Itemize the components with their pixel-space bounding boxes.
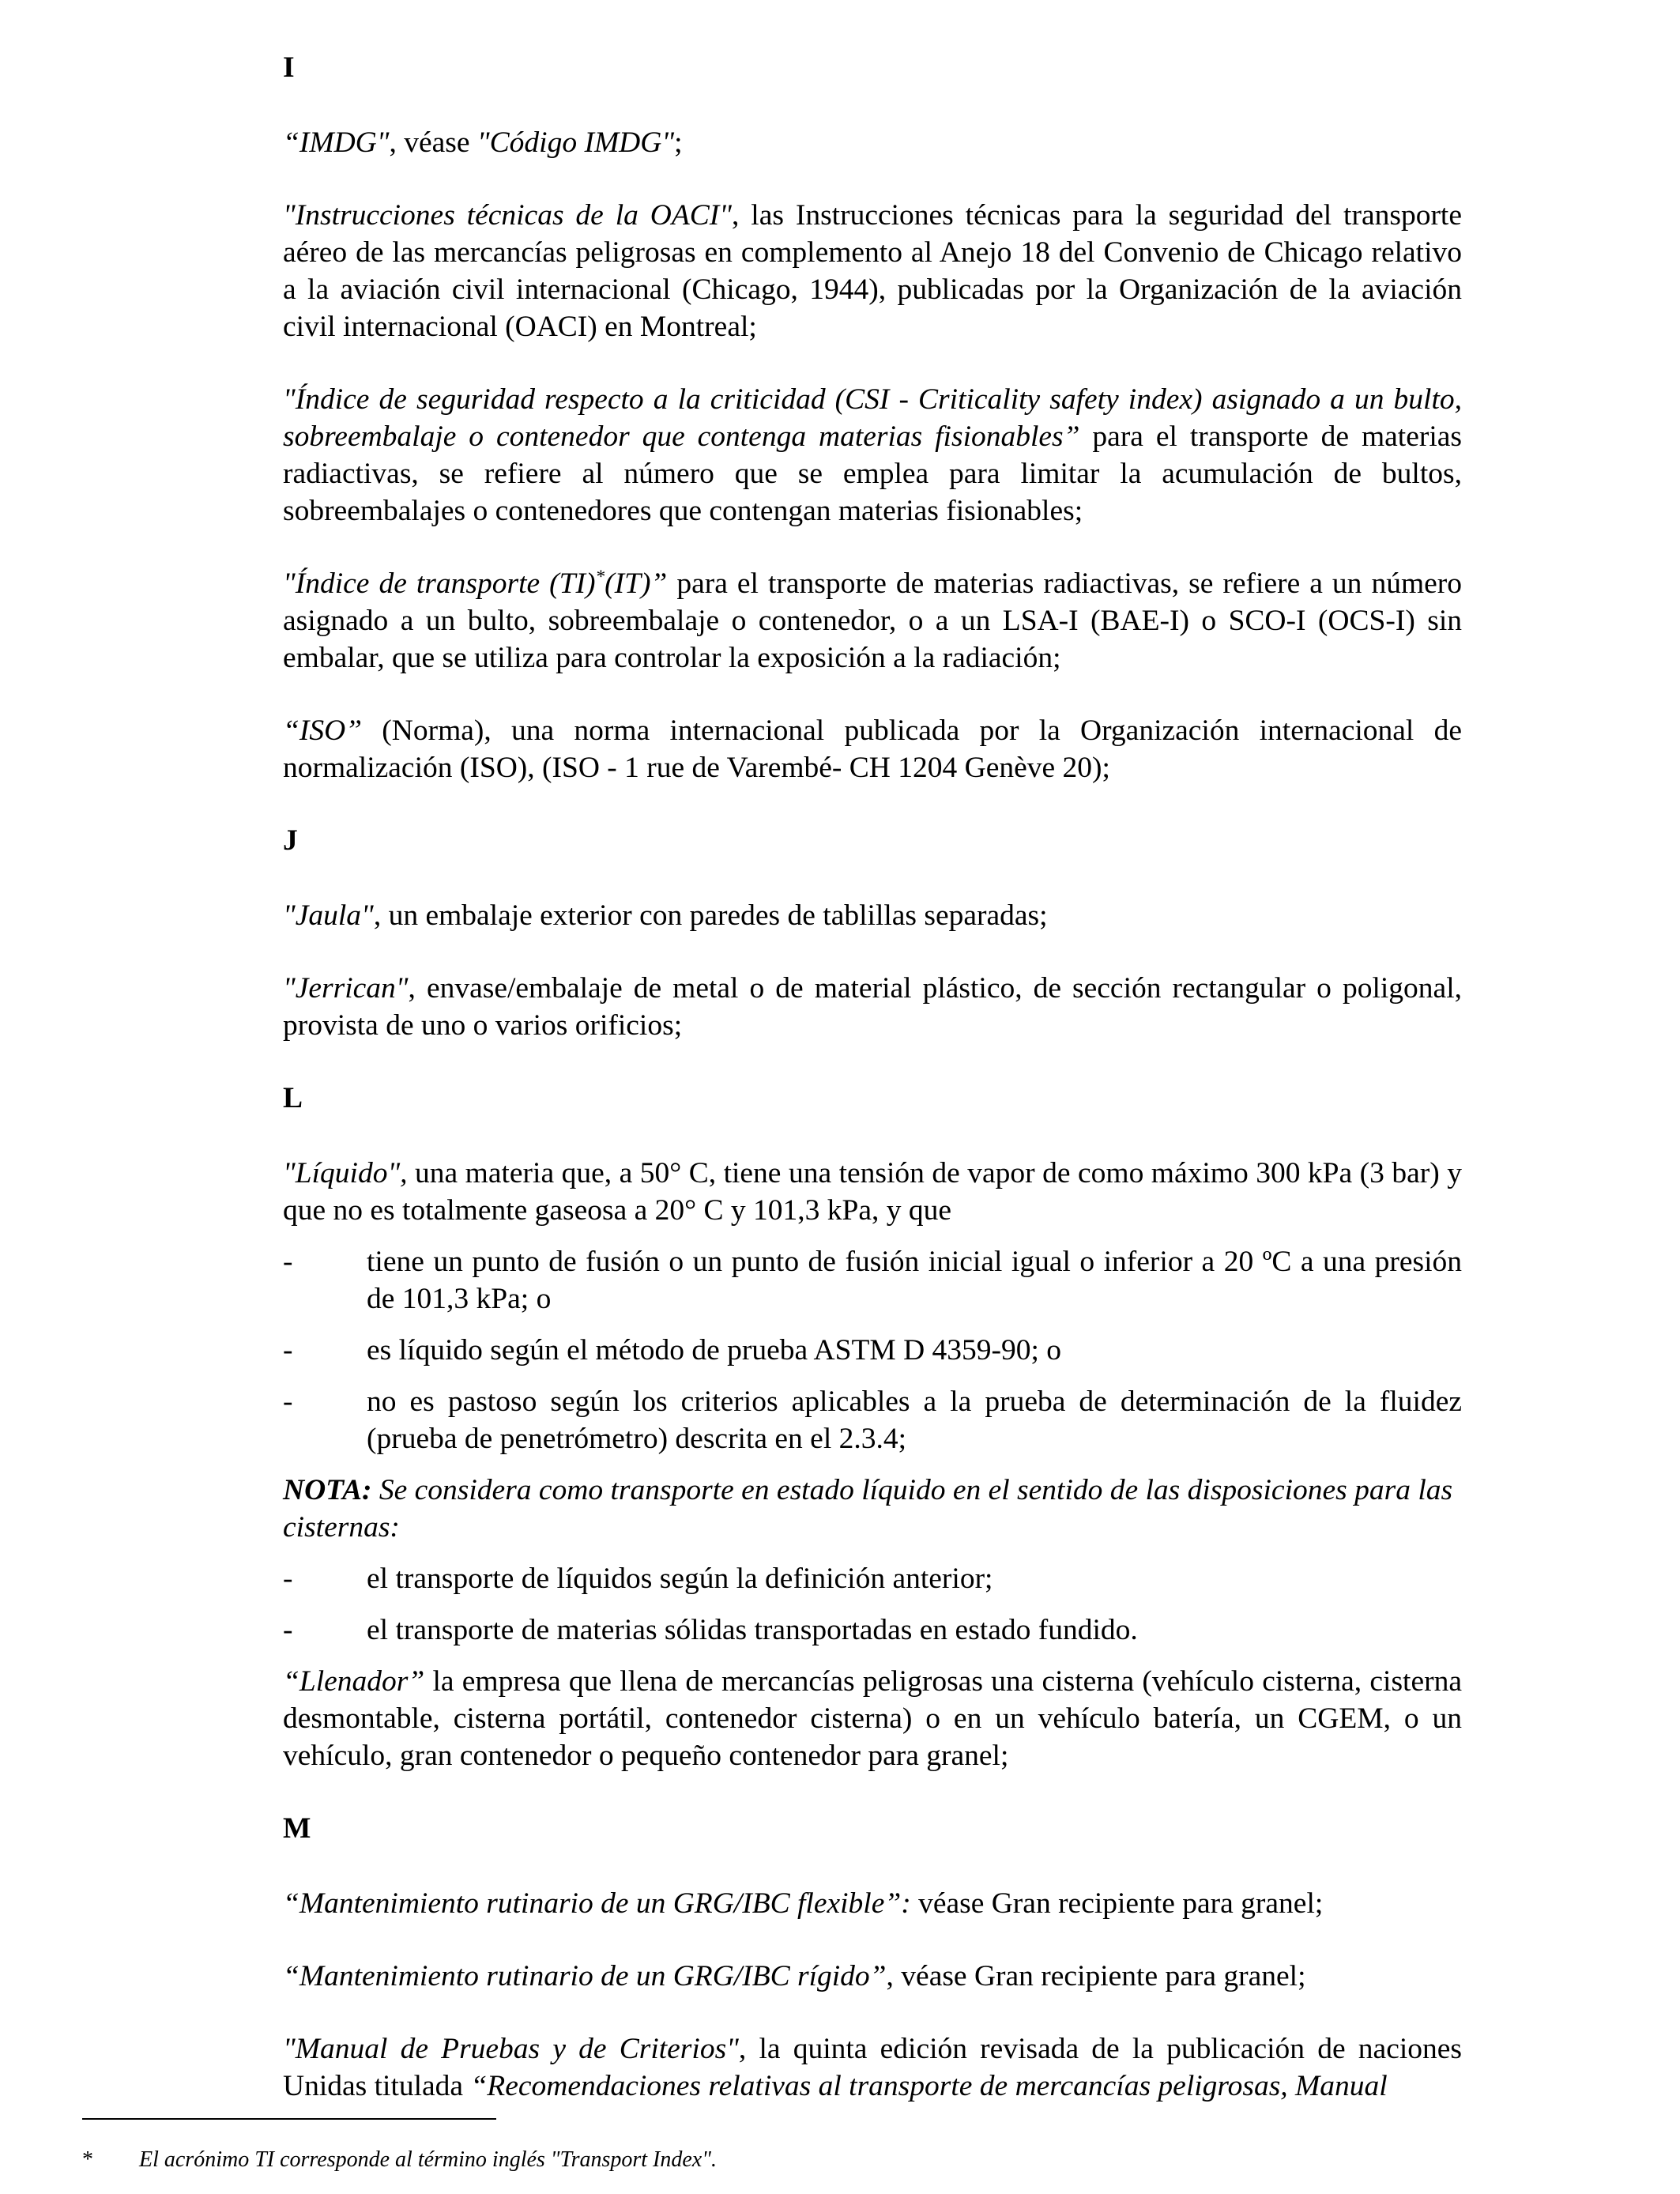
definition-jerrican: "Jerrican", envase/embalaje de metal o de material plástico, de sección rectangular o poligonal, provista de uno o varios orificios; (283, 972, 1462, 1042)
definition-iso: “ISO” (Norma), una norma internacional publicada por la Organización internacional de normalización (ISO), (ISO - 1 rue de Varembé- CH 1204 Genève 20); (283, 714, 1462, 784)
definition-mantenimiento-flexible: “Mantenimiento rutinario de un GRG/IBC flexible”: véase Gran recipiente para granel; (283, 1887, 1324, 1920)
note-list (283, 1560, 1462, 1649)
term-imdg: “IMDG" (283, 126, 390, 159)
list-item: - tiene un punto de fusión o un punto de fusión inicial igual o inferior a 20 ºC a una presión de 101,3 kPa; o (283, 1246, 1462, 1315)
term-jaula: "Jaula" (283, 899, 374, 932)
definition-ti: "Índice de transporte (TI)*(IT)” para el transporte de materias radiactivas, se refiere a un número asignado a un bulto, sobreembalaje o contenedor, o a un LSA-I (BAE-I) o SCO-I (OCS-I) sin embalar, que se utiliza para controlar la exposición a la radiación; (283, 567, 1462, 674)
term-liquido: "Líquido", (283, 1157, 408, 1189)
definition-mantenimiento-rigido: “Mantenimiento rutinario de un GRG/IBC rígido”, véase Gran recipiente para granel; (283, 1960, 1306, 1992)
definition-imdg: “IMDG", véase "Código IMDG"; (283, 126, 683, 159)
term-llenador: “Llenador” (283, 1665, 425, 1698)
liquido-criteria-list (283, 1243, 1462, 1457)
list-item: - el transporte de materias sólidas transportadas en estado fundido. (283, 1614, 1138, 1646)
footnote-divider (82, 2118, 496, 2120)
term-csi: "Índice de seguridad respecto a la criticidad (CSI - Criticality safety index) asignado a un bulto, sobreembalaje o contenedor que contenga materias fisionables” (283, 383, 1462, 453)
term-ti: "Índice de transporte (TI)*(IT)” (283, 567, 668, 600)
note-block: NOTA: Se considera como transporte en estado líquido en el sentido de las disposiciones para las cisternas: (283, 1474, 1453, 1544)
section-letter-l: L (283, 1082, 303, 1114)
footnote-ref: * (595, 567, 605, 588)
definition-llenador: “Llenador” la empresa que llena de mercancías peligrosas una cisterna (vehículo cisterna, cisterna desmontable, cisterna portátil, contenedor cisterna) o en un vehículo batería, un CGEM, o un vehículo, gran contenedor o pequeño contenedor para granel; (283, 1665, 1462, 1772)
document-page (283, 49, 1462, 2140)
term-iso: “ISO” (283, 714, 363, 747)
term-jerrican: "Jerrican" (283, 972, 409, 1005)
list-item: - el transporte de líquidos según la definición anterior; (283, 1563, 993, 1595)
section-letter-m: M (283, 1812, 311, 1845)
term-mantenimiento-flexible: “Mantenimiento rutinario de un GRG/IBC flexible”: (283, 1887, 911, 1920)
definition-csi: "Índice de seguridad respecto a la criticidad (CSI - Criticality safety index) asignado a un bulto, sobreembalaje o contenedor que contenga materias fisionables” para el transporte de materias radiactivas, se refiere al número que se emplea para limitar la acumulación de bultos, sobreembalajes o contenedores que contengan materias fisionables; (283, 383, 1463, 527)
term-manual-pruebas: "Manual de Pruebas y de Criterios" (283, 2033, 739, 2065)
definition-jaula: "Jaula", un embalaje exterior con paredes de tablillas separadas; (283, 899, 1048, 932)
list-item: - es líquido según el método de prueba ASTM D 4359-90; o (283, 1334, 1062, 1367)
term-oaci: "Instrucciones técnicas de la OACI" (283, 199, 733, 232)
definition-manual-pruebas: "Manual de Pruebas y de Criterios", la quinta edición revisada de la publicación de naciones Unidas titulada “Recomendaciones relativas al transporte de mercancías peligrosas, Manual (283, 2033, 1463, 2102)
list-item: - no es pastoso según los criterios aplicables a la prueba de determinación de la fluidez (prueba de penetrómetro) descrita en el 2.3.4; (283, 1385, 1462, 1455)
section-letter-i: I (283, 51, 295, 84)
footnote-text: El acrónimo TI corresponde al término inglés "Transport Index". (139, 2147, 717, 2172)
publication-title: “Recomendaciones relativas al transporte de mercancías peligrosas, Manual (470, 2070, 1388, 2102)
section-letter-j: J (283, 824, 298, 857)
note-label: NOTA: (283, 1474, 372, 1506)
term-mantenimiento-rigido: “Mantenimiento rutinario de un GRG/IBC rígido” (283, 1960, 887, 1992)
footnote-marker: * (82, 2147, 93, 2172)
definition-oaci: "Instrucciones técnicas de la OACI", las Instrucciones técnicas para la seguridad del transporte aéreo de las mercancías peligrosas en complemento al Anejo 18 del Convenio de Chicago relativo a la aviación civil internacional (Chicago, 1944), publicadas por la Organización de la aviación civil internacional (OACI) en Montreal; (283, 199, 1462, 343)
definition-liquido: "Líquido", una materia que, a 50° C, tiene una tensión de vapor de como máximo 300 kPa (3 bar) y que no es totalmente gaseosa a 20° C y 101,3 kPa, y que (283, 1157, 1462, 1227)
